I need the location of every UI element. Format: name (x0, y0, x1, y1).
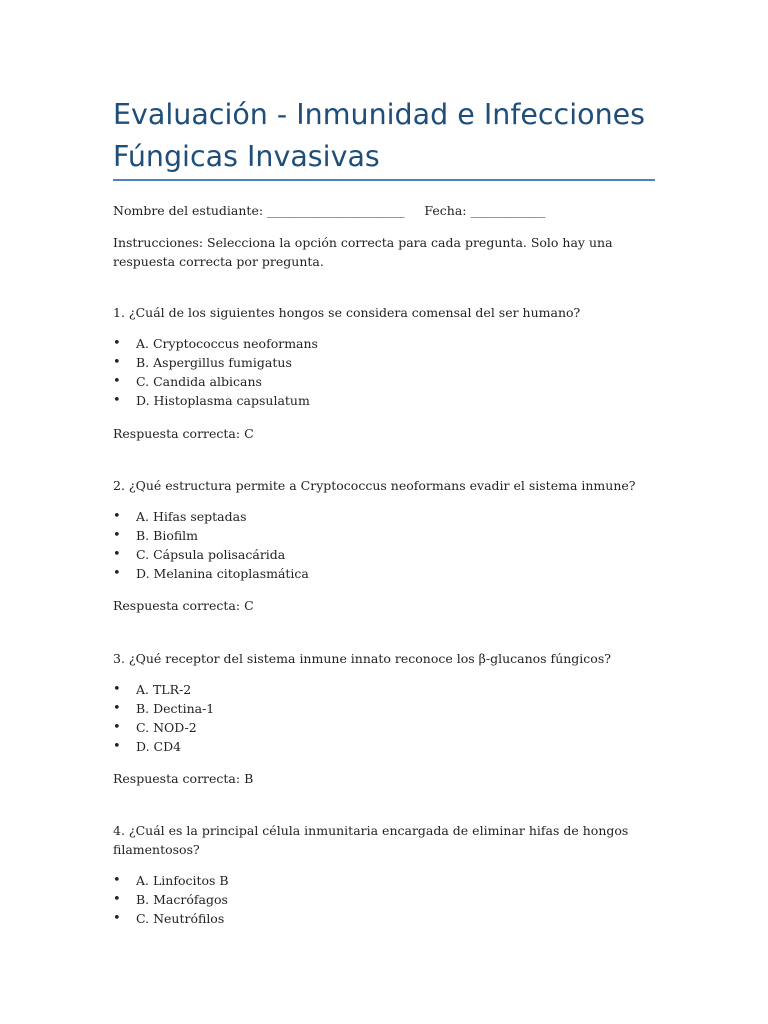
option-label: A. Cryptococcus neoformans (136, 336, 318, 351)
title-underline (113, 179, 655, 181)
bullet-icon: • (113, 528, 121, 543)
question-2: 2. ¿Qué estructura permite a Cryptococcus neoformans evadir el sistema inmune? (113, 478, 636, 493)
option-label: C. Cápsula polisacárida (136, 547, 286, 562)
bullet-icon: • (113, 911, 121, 926)
document-title: Evaluación - Inmunidad e Infecciones Fúngicas Invasivas (113, 98, 646, 173)
answer-3: Respuesta correcta: B (113, 771, 254, 786)
instructions: Instrucciones: Selecciona la opción correcta para cada pregunta. Solo hay una respuesta correcta por pregunta. (113, 235, 613, 269)
bullet-icon: • (113, 336, 121, 351)
option-label: A. Linfocitos B (136, 873, 229, 888)
option-item (113, 871, 229, 890)
option-label: A. TLR-2 (136, 682, 192, 697)
student-name-date-line: Nombre del estudiante: ______________________ Fecha: ____________ (113, 203, 546, 218)
bullet-icon: • (113, 547, 121, 562)
bullet-icon: • (113, 720, 121, 735)
question-4-options (113, 871, 229, 928)
option-label: C. NOD-2 (136, 720, 197, 735)
option-label: D. CD4 (136, 739, 182, 754)
option-label: C. Neutrófilos (136, 911, 225, 926)
bullet-icon: • (113, 682, 121, 697)
bullet-icon: • (113, 374, 121, 389)
option-item (113, 909, 229, 928)
option-label: B. Dectina-1 (136, 701, 215, 716)
option-label: A. Hifas septadas (136, 509, 247, 524)
question-3-options (113, 680, 214, 756)
bullet-icon: • (113, 355, 121, 370)
option-label: D. Histoplasma capsulatum (136, 393, 310, 408)
bullet-icon: • (113, 701, 121, 716)
bullet-icon: • (113, 393, 121, 408)
option-item (113, 391, 318, 410)
answer-2: Respuesta correcta: C (113, 598, 254, 613)
option-item (113, 372, 318, 391)
option-label: B. Biofilm (136, 528, 199, 543)
option-label: D. Melanina citoplasmática (136, 566, 309, 581)
option-label: B. Aspergillus fumigatus (136, 355, 292, 370)
option-item (113, 680, 214, 699)
bullet-icon: • (113, 739, 121, 754)
option-item (113, 353, 318, 372)
bullet-icon: • (113, 873, 121, 888)
question-2-options (113, 507, 309, 583)
question-3: 3. ¿Qué receptor del sistema inmune innato reconoce los β-glucanos fúngicos? (113, 651, 611, 666)
option-item (113, 699, 214, 718)
option-item (113, 334, 318, 353)
question-4: 4. ¿Cuál es la principal célula inmunitaria encargada de eliminar hifas de hongos filamentosos? (113, 823, 629, 857)
option-item (113, 526, 309, 545)
option-item (113, 545, 309, 564)
bullet-icon: • (113, 892, 121, 907)
option-item (113, 737, 214, 756)
option-item (113, 507, 309, 526)
question-1-options (113, 334, 318, 410)
question-1: 1. ¿Cuál de los siguientes hongos se considera comensal del ser humano? (113, 305, 581, 320)
bullet-icon: • (113, 566, 121, 581)
bullet-icon: • (113, 509, 121, 524)
answer-1: Respuesta correcta: C (113, 426, 254, 441)
option-label: C. Candida albicans (136, 374, 262, 389)
option-item (113, 564, 309, 583)
option-item (113, 890, 229, 909)
option-item (113, 718, 214, 737)
option-label: B. Macrófagos (136, 892, 228, 907)
